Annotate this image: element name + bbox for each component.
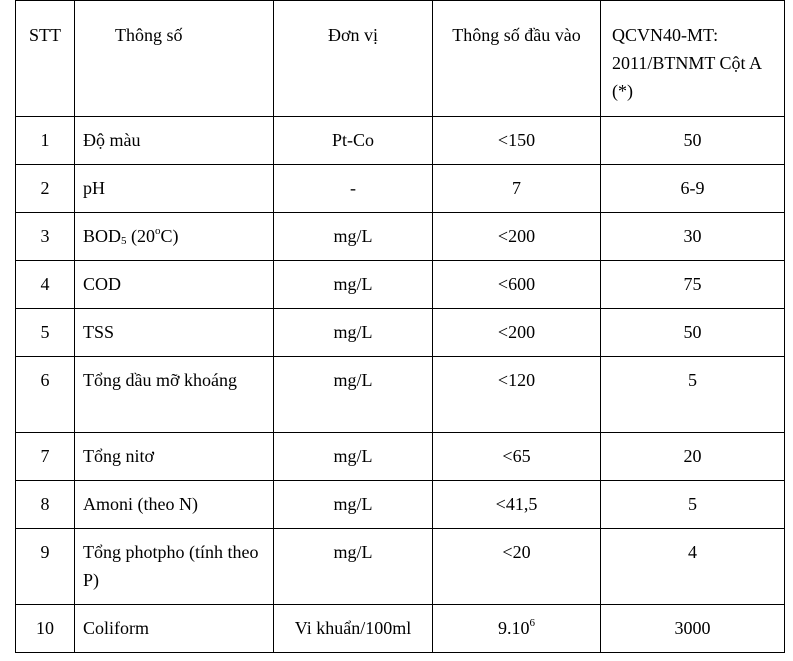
cell-stt: 5 <box>16 309 75 357</box>
header-stt: STT <box>16 1 75 117</box>
param-rest: (20 <box>126 226 156 246</box>
cell-stt: 9 <box>16 529 75 605</box>
cell-unit: mg/L <box>274 481 433 529</box>
table-header-row <box>16 1 785 117</box>
cell-param: COD <box>75 261 274 309</box>
cell-input: <120 <box>433 357 601 433</box>
cell-unit: mg/L <box>274 357 433 433</box>
cell-input <box>433 605 601 653</box>
cell-unit: mg/L <box>274 433 433 481</box>
cell-unit: mg/L <box>274 213 433 261</box>
cell-stt: 7 <box>16 433 75 481</box>
cell-param: pH <box>75 165 274 213</box>
cell-unit: mg/L <box>274 529 433 605</box>
cell-param: Amoni (theo N) <box>75 481 274 529</box>
cell-param: Tổng dầu mỡ khoáng <box>75 357 274 433</box>
table-row <box>16 165 785 213</box>
cell-unit: mg/L <box>274 261 433 309</box>
cell-standard: 4 <box>601 529 785 605</box>
cell-standard: 20 <box>601 433 785 481</box>
cell-param: Tổng nitơ <box>75 433 274 481</box>
cell-standard: 75 <box>601 261 785 309</box>
cell-stt: 4 <box>16 261 75 309</box>
cell-param: Độ màu <box>75 117 274 165</box>
cell-param: Tổng photpho (tính theo P) <box>75 529 274 605</box>
header-param: Thông số <box>75 1 274 117</box>
table-row <box>16 309 785 357</box>
table-row <box>16 261 785 309</box>
header-standard: QCVN40-MT: 2011/BTNMT Cột A (*) <box>601 1 785 117</box>
table-row <box>16 605 785 653</box>
input-base: 9.10 <box>498 618 530 638</box>
header-input: Thông số đầu vào <box>433 1 601 117</box>
cell-standard: 3000 <box>601 605 785 653</box>
param-superscript: o <box>155 225 161 237</box>
cell-input: <150 <box>433 117 601 165</box>
param-subscript: 5 <box>121 235 127 247</box>
cell-param <box>75 213 274 261</box>
cell-unit: mg/L <box>274 309 433 357</box>
cell-stt: 2 <box>16 165 75 213</box>
cell-input: <20 <box>433 529 601 605</box>
input-exponent: 6 <box>529 617 535 629</box>
cell-stt: 10 <box>16 605 75 653</box>
cell-stt: 1 <box>16 117 75 165</box>
param-rest: C) <box>160 226 179 246</box>
table-row <box>16 117 785 165</box>
table-row <box>16 481 785 529</box>
cell-param: TSS <box>75 309 274 357</box>
table-row <box>16 213 785 261</box>
cell-standard: 30 <box>601 213 785 261</box>
cell-input: <200 <box>433 309 601 357</box>
param-main: BOD <box>83 226 122 246</box>
table-row <box>16 357 785 433</box>
cell-param: Coliform <box>75 605 274 653</box>
table-row <box>16 433 785 481</box>
cell-unit: Vi khuẩn/100ml <box>274 605 433 653</box>
cell-standard: 5 <box>601 481 785 529</box>
cell-stt: 6 <box>16 357 75 433</box>
table-row <box>16 529 785 605</box>
cell-input: <200 <box>433 213 601 261</box>
cell-standard: 5 <box>601 357 785 433</box>
cell-standard: 50 <box>601 117 785 165</box>
cell-input: <41,5 <box>433 481 601 529</box>
cell-standard: 6-9 <box>601 165 785 213</box>
cell-input: 7 <box>433 165 601 213</box>
cell-unit: - <box>274 165 433 213</box>
cell-standard: 50 <box>601 309 785 357</box>
cell-unit: Pt-Co <box>274 117 433 165</box>
header-unit: Đơn vị <box>274 1 433 117</box>
cell-input: <65 <box>433 433 601 481</box>
parameters-table <box>15 0 785 653</box>
cell-stt: 3 <box>16 213 75 261</box>
cell-stt: 8 <box>16 481 75 529</box>
cell-input: <600 <box>433 261 601 309</box>
